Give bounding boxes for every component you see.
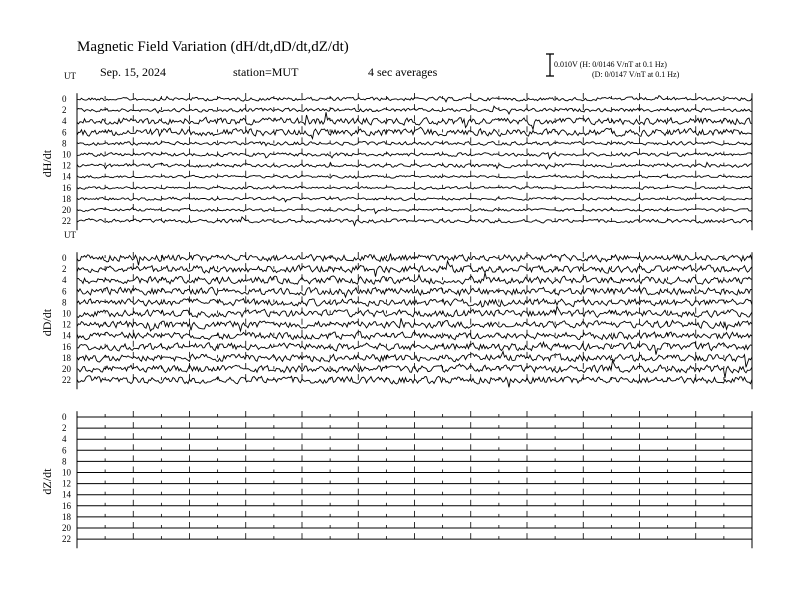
hour-label: 6 — [62, 127, 67, 138]
panel-dzdt — [40, 411, 752, 548]
hour-label: 14 — [62, 330, 71, 341]
hour-label: 8 — [62, 297, 67, 308]
averaging-label: 4 sec averages — [368, 65, 438, 79]
hour-label: 18 — [62, 352, 71, 363]
hour-label: 20 — [62, 205, 71, 215]
chart-title: Magnetic Field Variation (dH/dt,dD/dt,dZ/dt) — [77, 39, 349, 55]
scale-d-sensitivity: (D: 0/0147 V/nT at 0.1 Hz) — [592, 70, 680, 79]
hour-label: 4 — [62, 116, 67, 127]
hour-label: 20 — [62, 523, 71, 533]
y-axis-label: dD/dt — [40, 308, 54, 337]
scale-value: 0.010V — [554, 60, 578, 69]
hour-label: 6 — [62, 445, 67, 456]
hour-label: 2 — [62, 423, 67, 434]
hour-label: 10 — [62, 467, 71, 478]
ut-label: UT — [64, 230, 76, 240]
hour-label: 14 — [62, 489, 71, 500]
hour-label: 0 — [62, 412, 67, 422]
hour-label: 16 — [62, 341, 71, 352]
date-label: Sep. 15, 2024 — [100, 65, 166, 79]
hour-label: 18 — [62, 511, 71, 522]
hour-label: 22 — [62, 534, 71, 545]
hour-label: 12 — [62, 160, 71, 171]
hour-label: 4 — [62, 434, 67, 445]
scale-bar — [546, 54, 554, 76]
scale-h-sensitivity: (H: 0/0146 V/nT at 0.1 Hz) — [579, 60, 667, 69]
hour-label: 16 — [62, 182, 71, 193]
hour-label: 22 — [62, 375, 71, 386]
hour-label: 2 — [62, 105, 67, 116]
hour-label: 6 — [62, 286, 67, 297]
hour-label: 4 — [62, 275, 67, 286]
station-label: station=MUT — [233, 65, 299, 79]
hour-label: 18 — [62, 193, 71, 204]
panel-dddt — [40, 230, 752, 389]
hour-label: 8 — [62, 456, 67, 467]
y-axis-label: dZ/dt — [40, 468, 54, 495]
ut-label: UT — [64, 71, 76, 81]
hour-label: 16 — [62, 500, 71, 511]
hour-label: 20 — [62, 364, 71, 374]
hour-label: 12 — [62, 319, 71, 330]
hour-label: 2 — [62, 264, 67, 275]
hour-label: 0 — [62, 94, 67, 104]
hour-label: 14 — [62, 171, 71, 182]
hour-label: 10 — [62, 149, 71, 160]
y-axis-label: dH/dt — [40, 149, 54, 178]
hour-label: 8 — [62, 138, 67, 149]
panel-dhdt — [40, 71, 752, 230]
hour-label: 12 — [62, 478, 71, 489]
hour-label: 0 — [62, 253, 67, 263]
hour-label: 22 — [62, 216, 71, 227]
hour-label: 10 — [62, 308, 71, 319]
